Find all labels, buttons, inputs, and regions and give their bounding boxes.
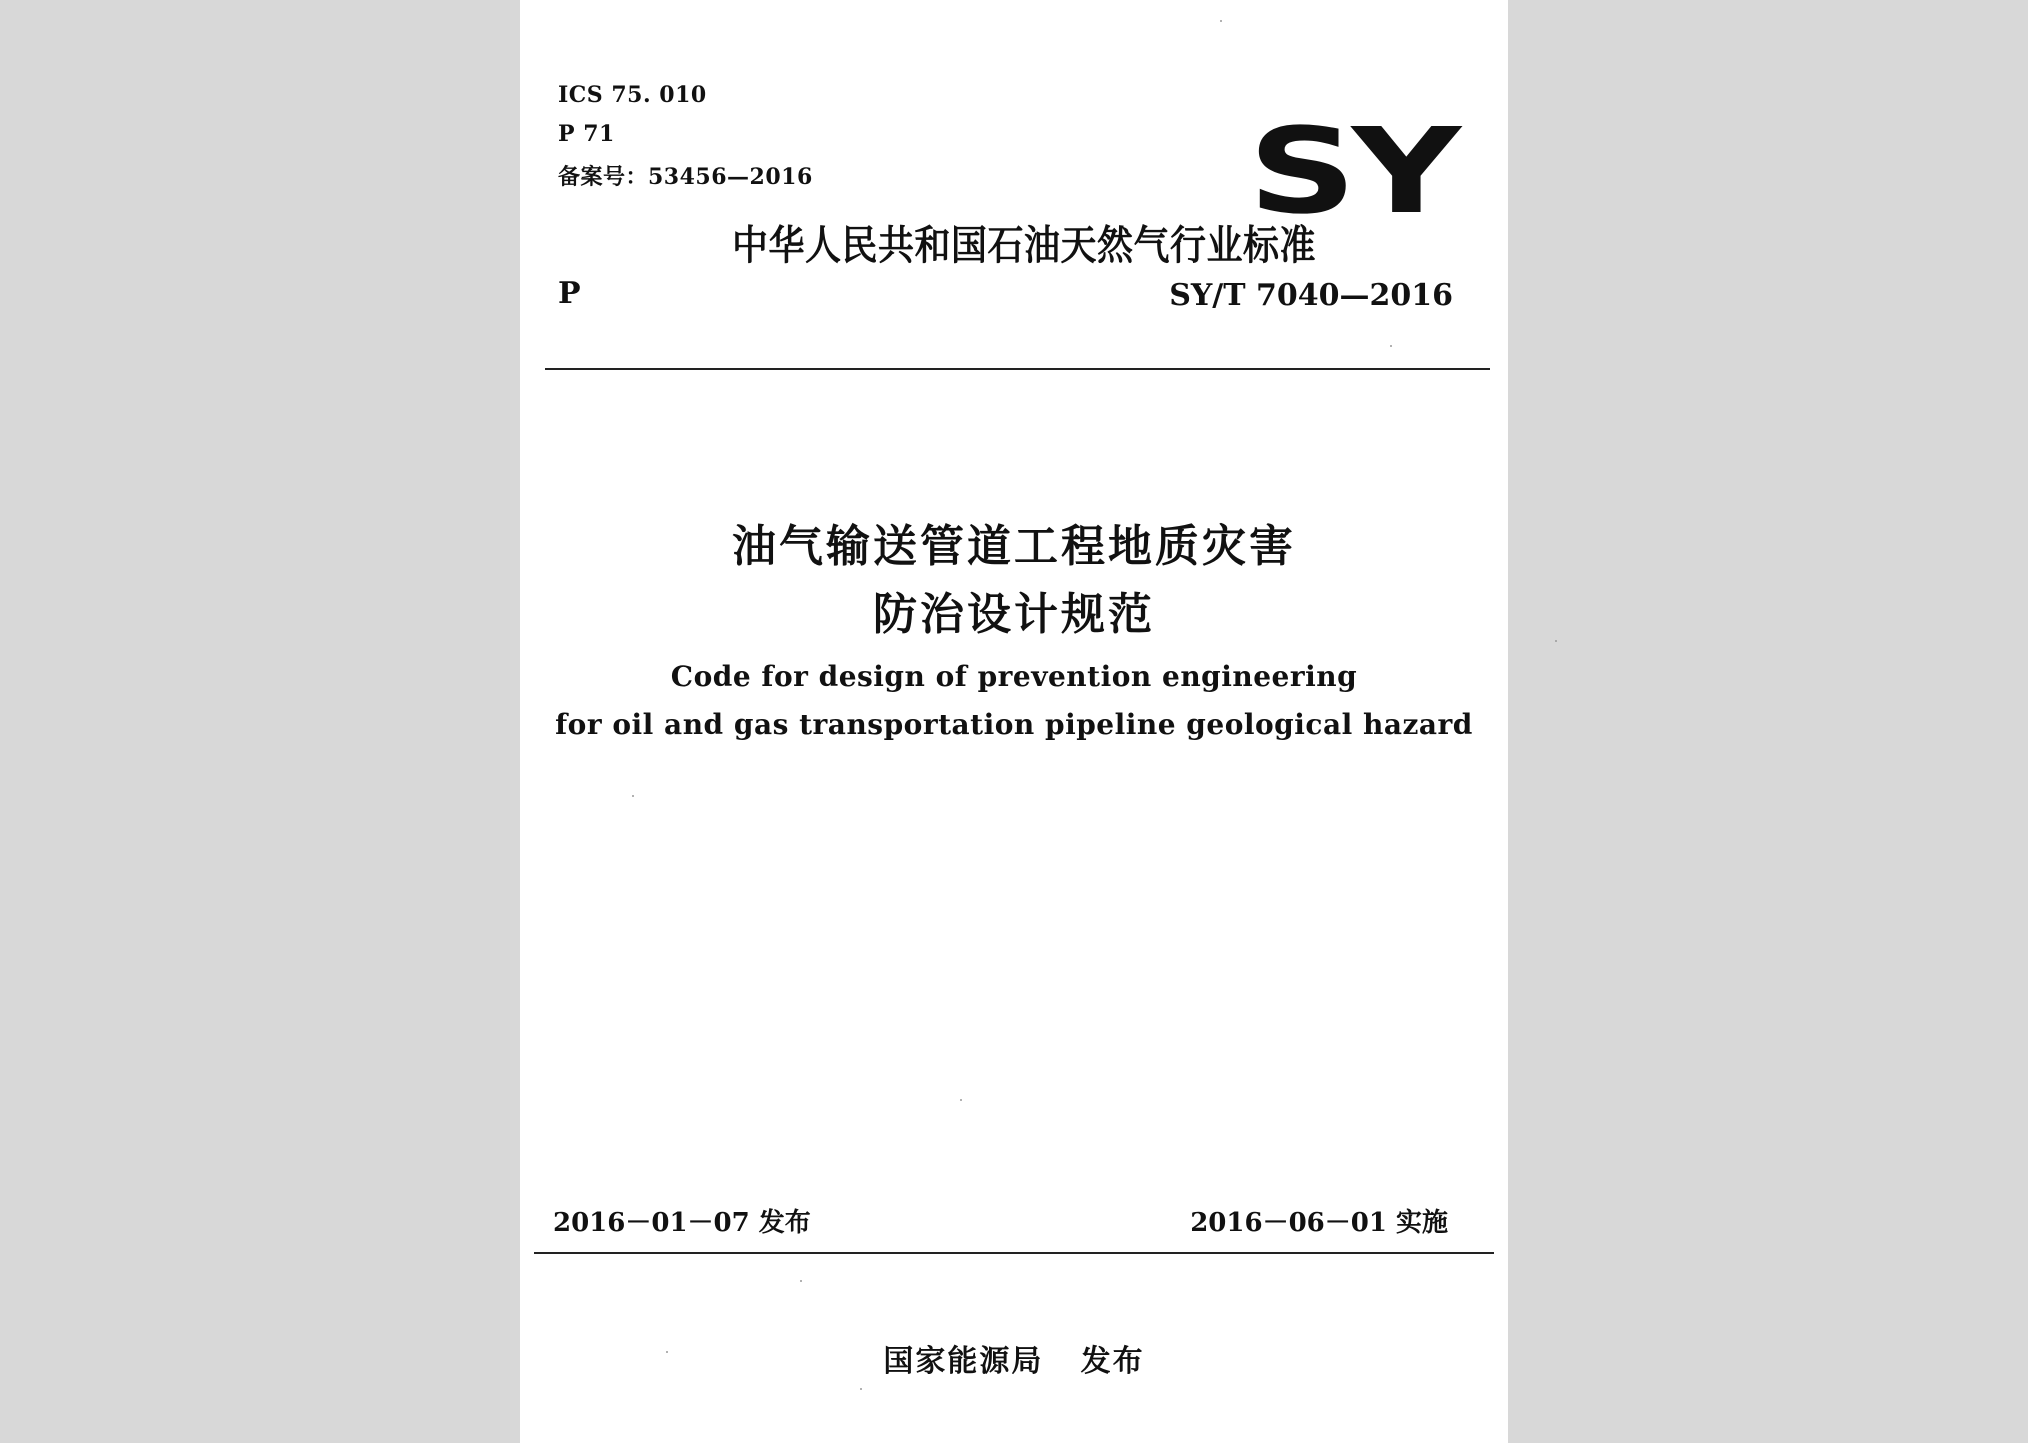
- scan-speck: [666, 1351, 668, 1353]
- ics-code: ICS 75. 010: [558, 82, 707, 108]
- scan-speck: [960, 1099, 962, 1101]
- record-number: 备案号：53456—2016: [558, 164, 813, 190]
- scan-speck: [1220, 20, 1222, 22]
- document-page: [520, 0, 1508, 1443]
- standard-number: SY/T 7040—2016: [1169, 278, 1453, 313]
- ccs-code: P 71: [558, 121, 615, 147]
- scan-speck: [800, 1280, 802, 1282]
- title-en-line1: Code for design of prevention engineering: [670, 660, 1358, 693]
- implementation-date: 2016－06－01 实施: [1190, 1208, 1448, 1238]
- classification-letter: P: [558, 276, 581, 311]
- header-divider: [545, 368, 1490, 370]
- title-cn-line1: 油气输送管道工程地质灾害: [732, 521, 1296, 572]
- title-en-line2: for oil and gas transportation pipeline geological hazard: [555, 708, 1473, 741]
- sy-logo: SY: [1248, 102, 1456, 240]
- industry-standard-title: 中华人民共和国石油天然气行业标准: [732, 222, 1317, 269]
- title-cn-line2: 防治设计规范: [873, 589, 1155, 640]
- scan-speck: [1390, 345, 1392, 347]
- scan-speck: [1555, 640, 1557, 642]
- publisher: 国家能源局 发布: [883, 1344, 1145, 1379]
- scan-speck: [860, 1388, 862, 1390]
- footer-divider: [534, 1252, 1494, 1254]
- scan-speck: [632, 795, 634, 797]
- issue-date: 2016－01－07 发布: [553, 1208, 811, 1238]
